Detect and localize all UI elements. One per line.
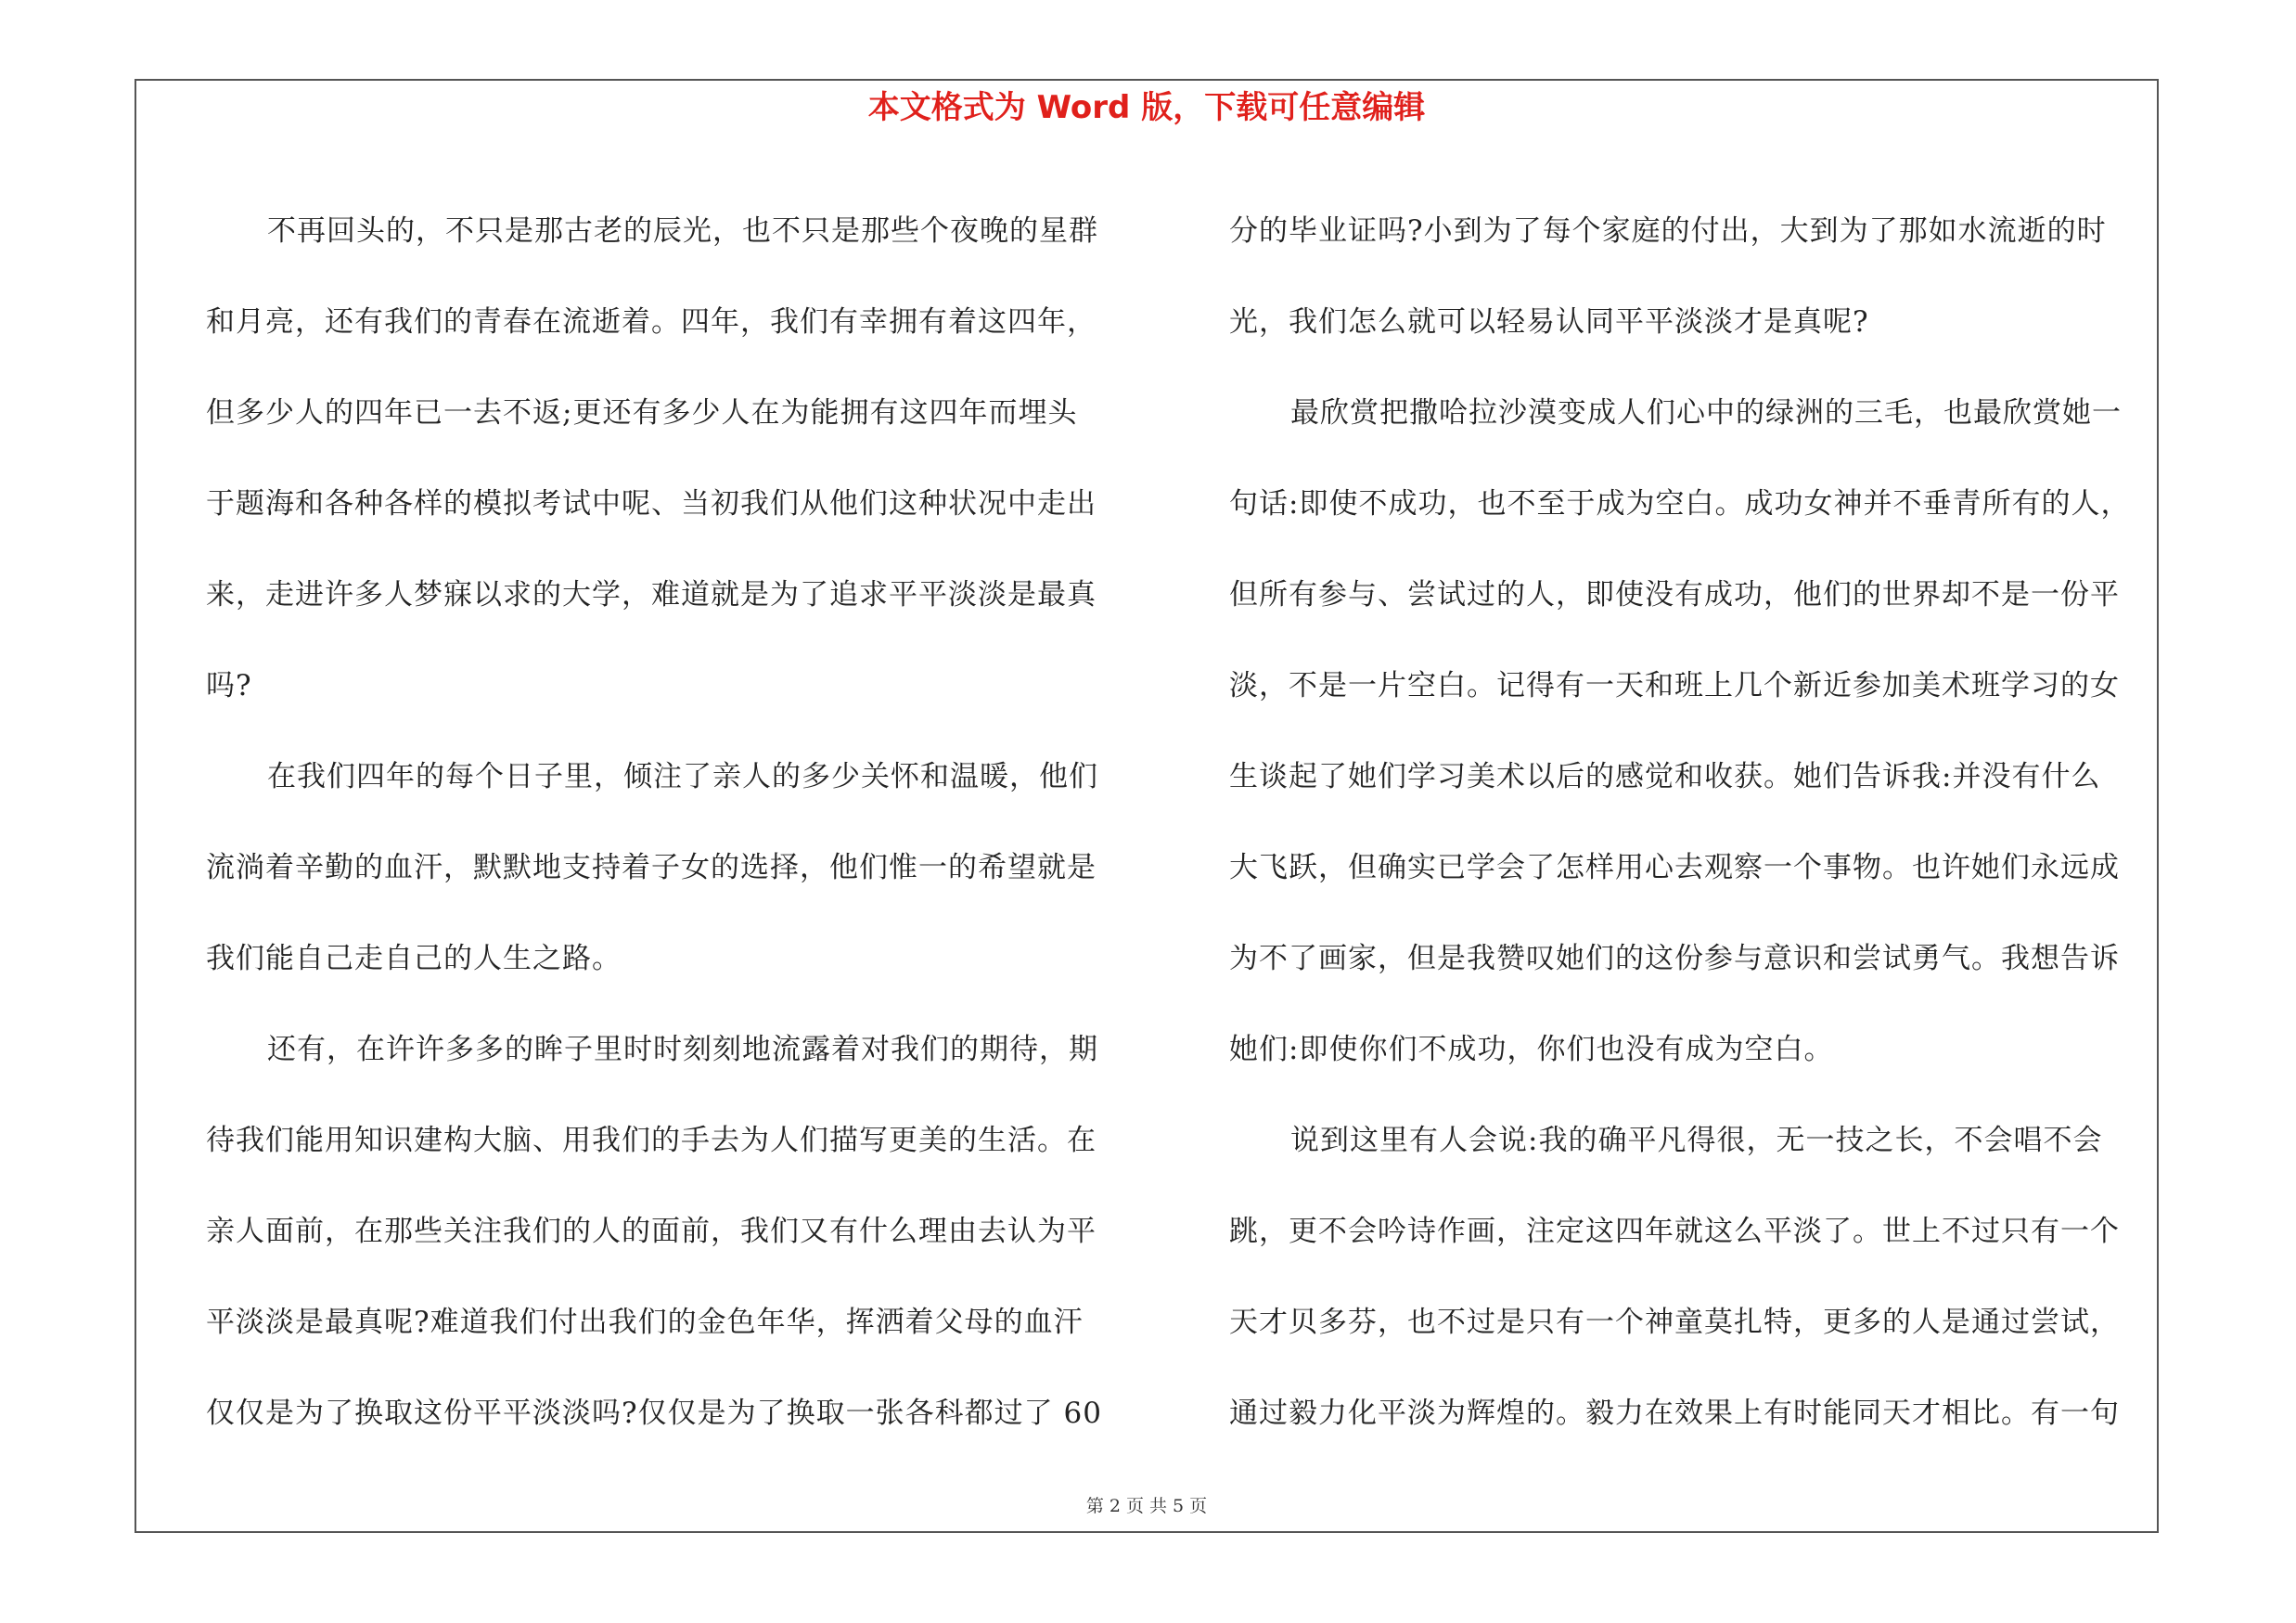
text-line: 分的毕业证吗?小到为了每个家庭的付出，大到为了那如水流逝的时 xyxy=(1229,214,2107,248)
text-line: 不再回头的，不只是那古老的辰光，也不只是那些个夜晚的星群 xyxy=(267,214,1098,248)
text-line: 但多少人的四年已一去不返;更还有多少人在为能拥有这四年而埋头 xyxy=(206,396,1078,430)
page-number-footer: 第 2 页 共 5 页 xyxy=(1085,1496,1208,1516)
text-line: 她们:即使你们不成功，你们也没有成为空白。 xyxy=(1229,1033,1834,1066)
text-line: 和月亮，还有我们的青春在流逝着。四年，我们有幸拥有着这四年， xyxy=(206,305,1097,339)
text-line: 吗? xyxy=(206,669,252,702)
text-line: 最欣赏把撒哈拉沙漠变成人们心中的绿洲的三毛，也最欣赏她一 xyxy=(1290,396,2122,430)
text-line: 于题海和各种各样的模拟考试中呢、当初我们从他们这种状况中走出 xyxy=(206,487,1097,521)
text-line: 在我们四年的每个日子里，倾注了亲人的多少关怀和温暖，他们 xyxy=(267,760,1098,793)
text-line: 跳，更不会吟诗作画，注定这四年就这么平淡了。世上不过只有一个 xyxy=(1229,1215,2120,1248)
text-line: 句话:即使不成功，也不至于成为空白。成功女神并不垂青所有的人， xyxy=(1229,487,2131,521)
text-line: 天才贝多芬，也不过是只有一个神童莫扎特，更多的人是通过尝试， xyxy=(1229,1306,2120,1339)
text-line: 说到这里有人会说:我的确平凡得很，无一技之长，不会唱不会 xyxy=(1290,1124,2103,1157)
text-line: 亲人面前，在那些关注我们的人的面前，我们又有什么理由去认为平 xyxy=(206,1215,1097,1248)
text-line: 流淌着辛勤的血汗，默默地支持着子女的选择，他们惟一的希望就是 xyxy=(206,851,1097,884)
text-line: 仅仅是为了换取这份平平淡淡吗?仅仅是为了换取一张各科都过了 60 xyxy=(206,1397,1102,1430)
text-line: 大飞跃，但确实已学会了怎样用心去观察一个事物。也许她们永远成 xyxy=(1229,851,2120,884)
text-line: 待我们能用知识建构大脑、用我们的手去为人们描写更美的生活。在 xyxy=(206,1124,1097,1157)
text-line: 还有，在许许多多的眸子里时时刻刻地流露着对我们的期待，期 xyxy=(267,1033,1098,1066)
text-line: 为不了画家，但是我赞叹她们的这份参与意识和尝试勇气。我想告诉 xyxy=(1229,942,2120,975)
text-line: 但所有参与、尝试过的人，即使没有成功，他们的世界却不是一份平 xyxy=(1229,578,2120,612)
text-line: 生谈起了她们学习美术以后的感觉和收获。她们告诉我:并没有什么 xyxy=(1229,760,2101,793)
text-line: 通过毅力化平淡为辉煌的。毅力在效果上有时能同天才相比。有一句 xyxy=(1229,1397,2120,1430)
text-line: 我们能自己走自己的人生之路。 xyxy=(206,942,622,975)
text-column-right xyxy=(1229,186,2166,1459)
text-line: 平淡淡是最真呢?难道我们付出我们的金色年华，挥洒着父母的血汗 xyxy=(206,1306,1084,1339)
text-line: 淡，不是一片空白。记得有一天和班上几个新近参加美术班学习的女 xyxy=(1229,669,2120,702)
text-line: 来，走进许多人梦寐以求的大学，难道就是为了追求平平淡淡是最真 xyxy=(206,578,1097,612)
text-line: 光，我们怎么就可以轻易认同平平淡淡才是真呢? xyxy=(1229,305,1869,339)
word-format-banner: 本文格式为 Word 版，下载可任意编辑 xyxy=(867,89,1426,126)
text-column-left xyxy=(206,186,1143,1459)
